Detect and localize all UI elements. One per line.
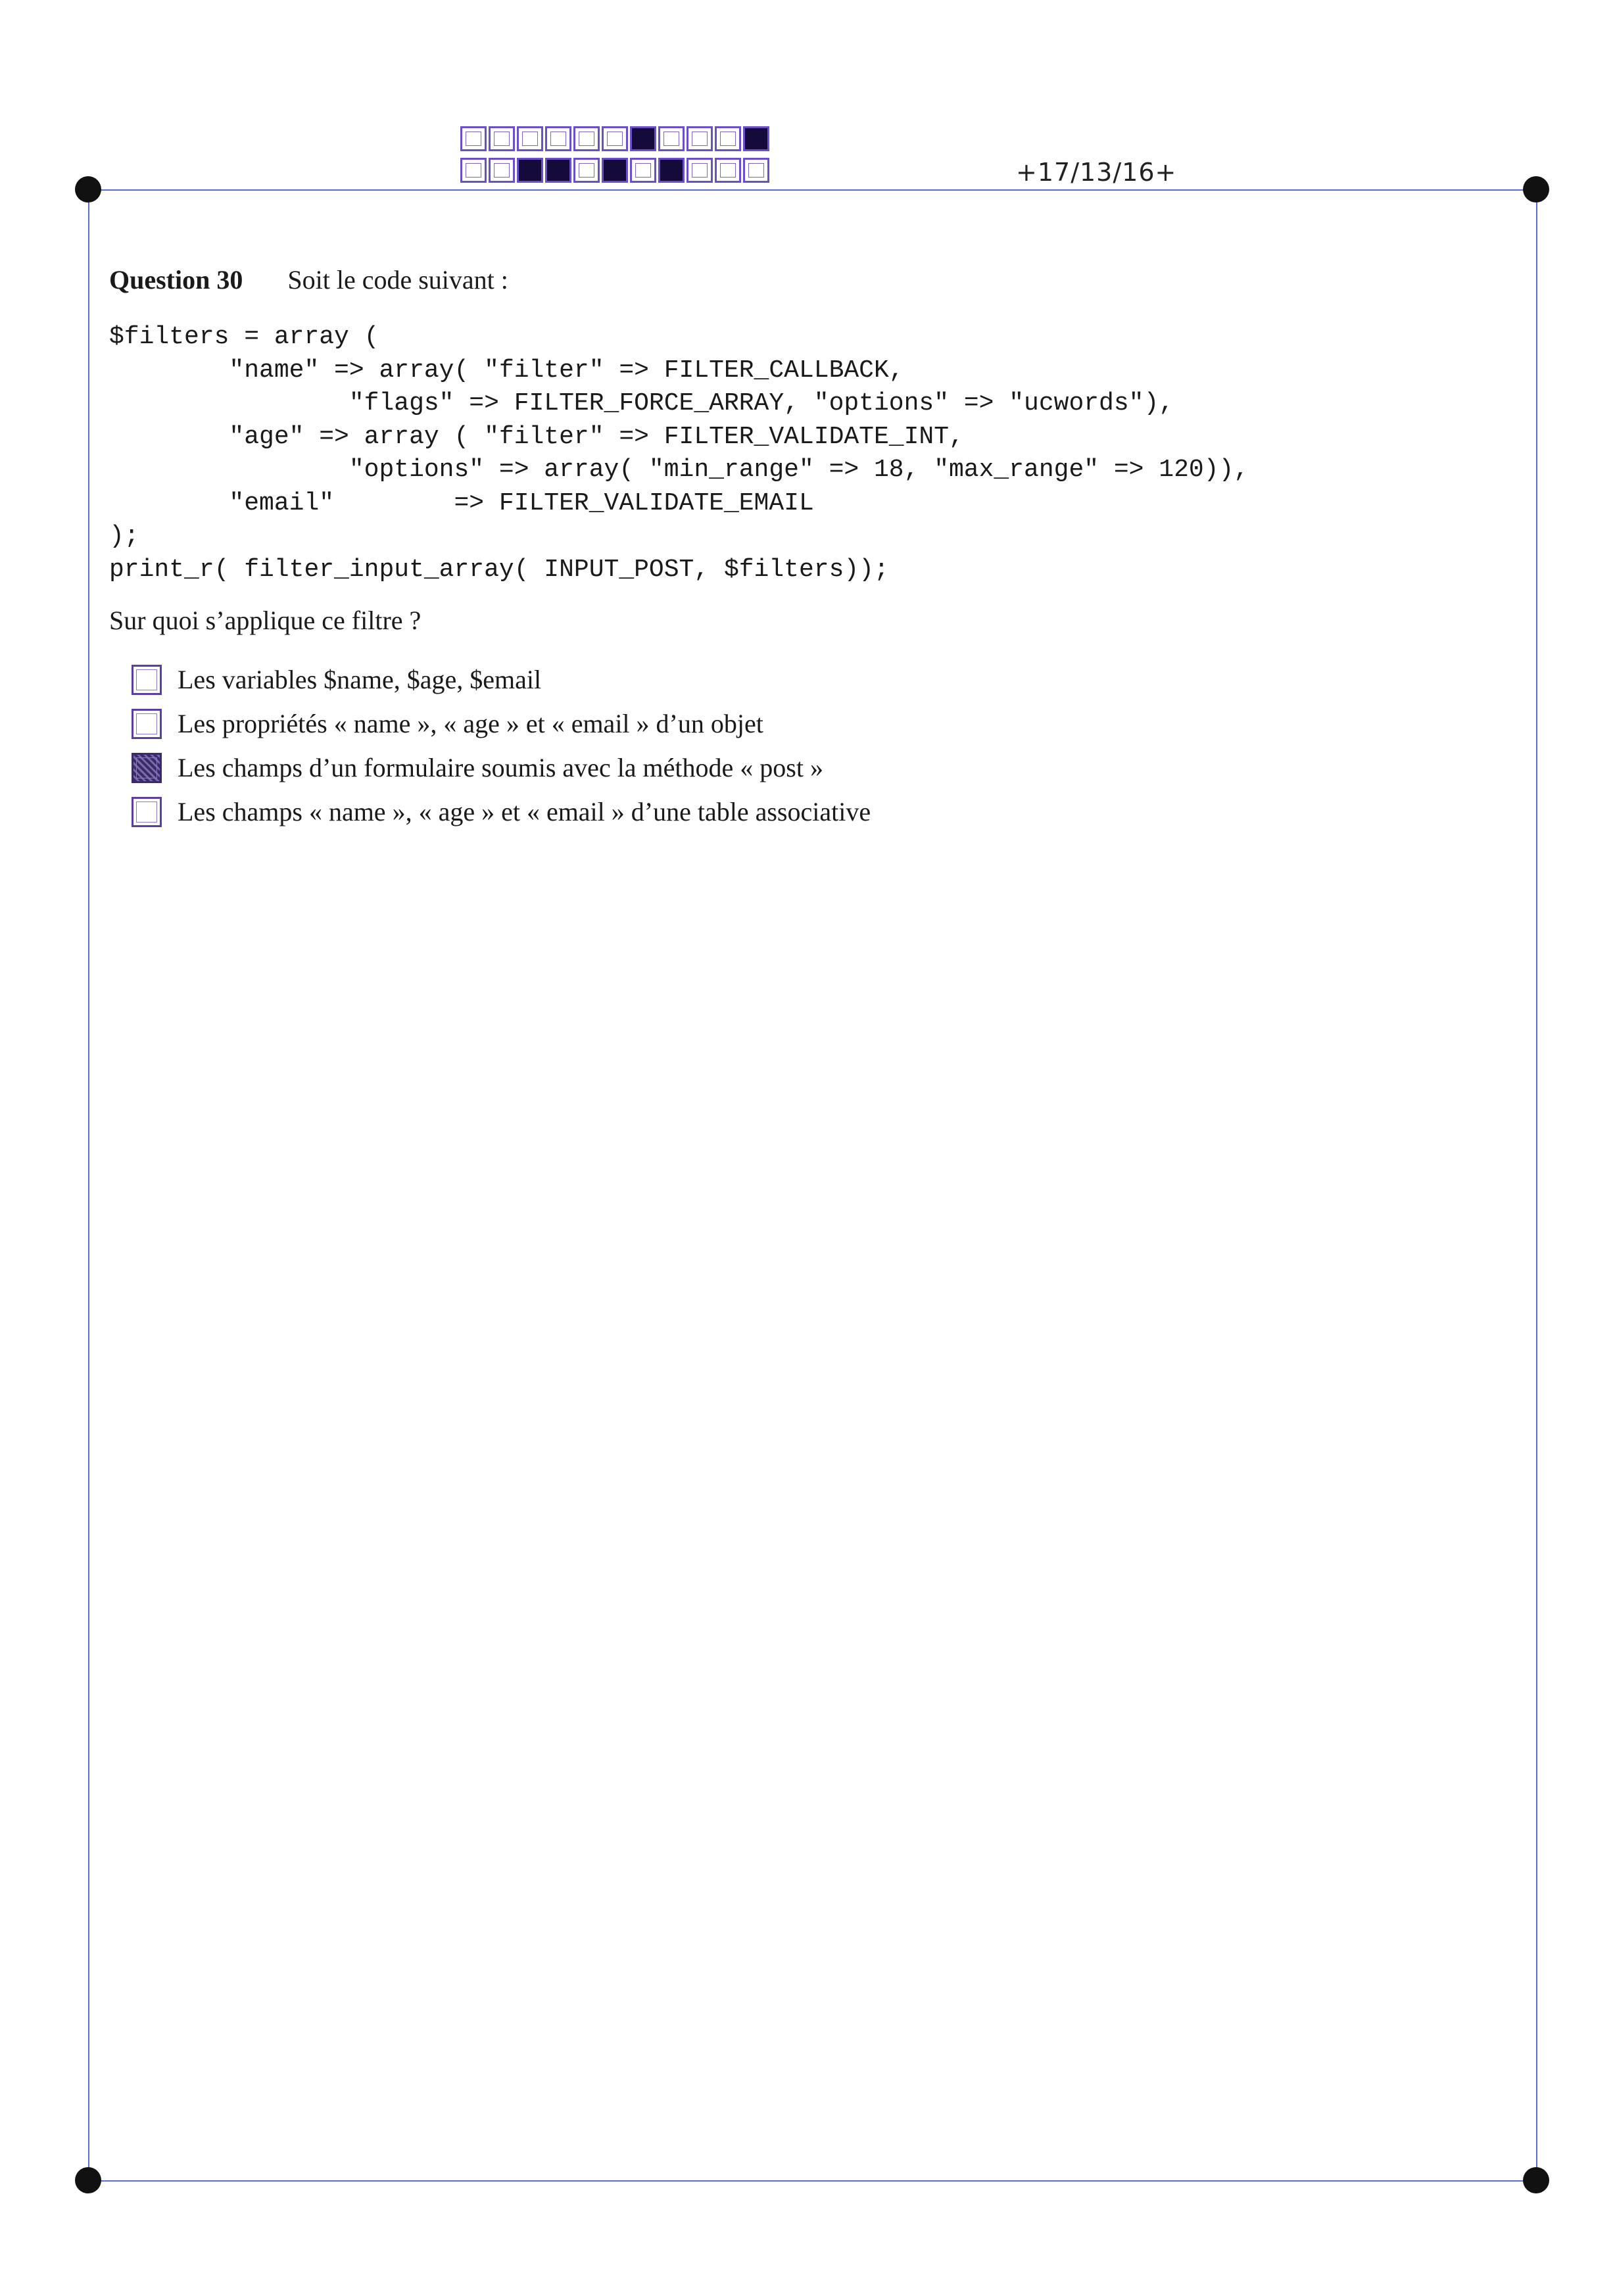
code-line: "email" => FILTER_VALIDATE_EMAIL — [109, 489, 814, 517]
barcode-cell-filled — [658, 158, 685, 183]
barcode-cell-empty — [460, 158, 487, 183]
barcode-cell-empty — [687, 126, 713, 151]
answer-checkbox[interactable] — [132, 665, 162, 695]
frame-left-line — [88, 189, 89, 2182]
barcode-cell-filled — [545, 158, 571, 183]
barcode-cell-empty — [573, 158, 600, 183]
code-line: print_r( filter_input_array( INPUT_POST, $filters)); — [109, 555, 889, 584]
code-line: "flags" => FILTER_FORCE_ARRAY, "options" => "ucwords"), — [109, 389, 1174, 418]
barcode-cell-empty — [687, 158, 713, 183]
page-id: +17/13/16+ — [1016, 158, 1177, 187]
corner-mark-bottom-left — [75, 2167, 101, 2193]
barcode-cell-empty — [545, 126, 571, 151]
question-number: Question 30 — [109, 265, 243, 295]
answer-option[interactable] — [132, 790, 871, 834]
code-line: "options" => array( "min_range" => 18, "max_range" => 120)), — [109, 456, 1249, 484]
answer-label: Les variables $name, $age, $email — [178, 665, 542, 694]
code-line: $filters = array ( — [109, 323, 379, 351]
barcode-row-1 — [460, 126, 771, 151]
barcode-cell-filled — [630, 126, 656, 151]
barcode-cell-empty — [715, 158, 741, 183]
corner-mark-bottom-right — [1523, 2167, 1549, 2193]
barcode-cell-empty — [489, 126, 515, 151]
answer-list — [132, 658, 871, 834]
code-line: "name" => array( "filter" => FILTER_CALLBACK, — [109, 356, 904, 385]
answer-checkbox-checked[interactable] — [132, 753, 162, 783]
question-intro: Soit le code suivant : — [287, 265, 508, 295]
barcode-cell-filled — [743, 126, 769, 151]
answer-option[interactable] — [132, 658, 871, 702]
question-header — [109, 264, 508, 295]
code-line: "age" => array ( "filter" => FILTER_VALIDATE_INT, — [109, 422, 964, 451]
answer-label: Les champs d’un formulaire soumis avec la méthode « post » — [178, 753, 823, 782]
code-line: ); — [109, 522, 139, 550]
barcode-cell-filled — [517, 158, 543, 183]
barcode-cell-empty — [517, 126, 543, 151]
barcode-cell-empty — [573, 126, 600, 151]
question-prompt: Sur quoi s’applique ce filtre ? — [109, 606, 422, 635]
barcode-cell-empty — [602, 126, 628, 151]
barcode-cell-empty — [658, 126, 685, 151]
answer-checkbox[interactable] — [132, 797, 162, 827]
barcode-row-2 — [460, 158, 771, 183]
corner-mark-top-left — [75, 176, 101, 203]
barcode-cell-empty — [715, 126, 741, 151]
answer-checkbox[interactable] — [132, 709, 162, 739]
answer-label: Les champs « name », « age » et « email » d’une table associative — [178, 797, 871, 826]
answer-option[interactable] — [132, 702, 871, 746]
barcode-cell-empty — [460, 126, 487, 151]
barcode-cell-empty — [489, 158, 515, 183]
frame-bottom-line — [88, 2180, 1536, 2182]
barcode-cell-filled — [602, 158, 628, 183]
frame-right-line — [1536, 189, 1537, 2182]
barcode-cell-empty — [743, 158, 769, 183]
code-block — [109, 321, 1249, 586]
frame-top-line — [88, 189, 1536, 191]
answer-option[interactable] — [132, 746, 871, 790]
barcode-cell-empty — [630, 158, 656, 183]
corner-mark-top-right — [1523, 176, 1549, 203]
answer-label: Les propriétés « name », « age » et « email » d’un objet — [178, 709, 763, 738]
